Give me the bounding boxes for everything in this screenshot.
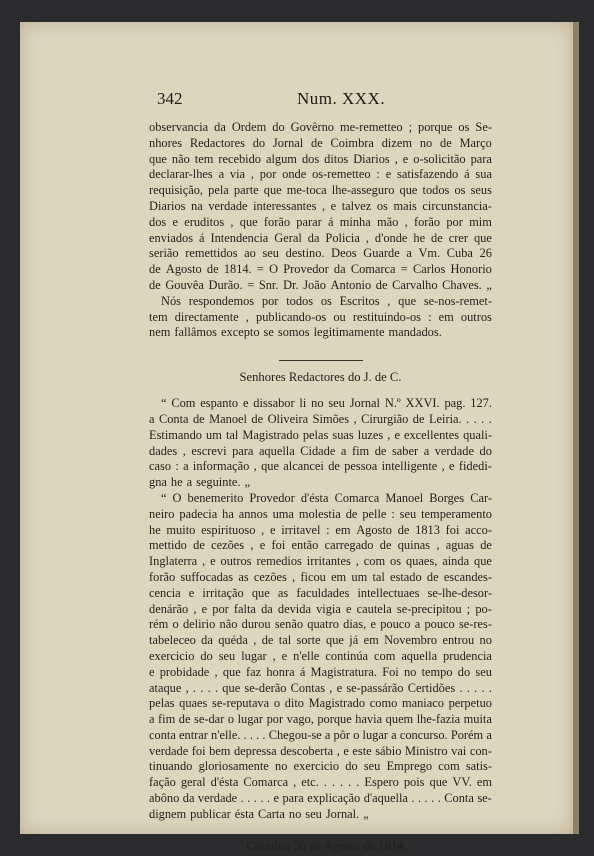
text-line: a fim de se-dar o lugar por vago, porque havia quem lhe-fazia muita: [149, 712, 492, 727]
running-title: Num. XXX.: [297, 89, 386, 108]
letter-text: [149, 396, 492, 823]
text-line: Estimando um tal Magistrado pelas suas luzes , e excellentes quali-: [149, 427, 492, 442]
text-line: he muito espirituoso , e irritavel : em Agosto de 1813 foi acco-: [149, 522, 492, 537]
page-spine-edge: [573, 22, 579, 834]
section-divider: [279, 360, 363, 361]
text-line: gna he a seguinte. „: [149, 475, 250, 490]
text-line: declarar-lhes a via , por onde os-remetteo : e satisfazendo á sua: [149, 167, 492, 182]
intro-paragraphs: [149, 120, 492, 341]
text-line: pelas quaes se-reputava o dito Magistrado como maniaco perpetuo: [149, 696, 492, 711]
letter-heading: Senhores Redactores do J. de C.: [239, 370, 402, 385]
page-header: [157, 89, 397, 113]
dateline: Coimbra 30 de Agosto de 1814.: [246, 838, 407, 853]
text-line: tabeleceo da quéda , de tal sorte que já em Novembro entrou no: [149, 633, 492, 648]
text-line: e probidade , que faz honra á Magistratura. Foi no tempo do seu: [149, 664, 492, 679]
text-line: dignem publicar ésta Carta no seu Jornal. „: [149, 806, 369, 821]
text-line: requisição, pela parte que me-toca lhe-asseguro que todos os seus: [149, 183, 492, 198]
text-line: de Agosto de 1814. = O Provedor da Comarca = Carlos Honorio: [149, 262, 492, 277]
text-line: denárão , e por falta da devida vigia e cautela se-precipitou ; po-: [149, 601, 492, 616]
text-line: tinuando gloriosamente no exercicio do seu Emprego com satis-: [149, 759, 492, 774]
text-line: forão suffocadas as cezões , ficou em um tal estado de escandes-: [149, 569, 492, 584]
text-line: de Gouvêa Durão. = Snr. Dr. João Antonio de Carvalho Chaves. „: [149, 277, 492, 292]
page-number: 342: [157, 89, 183, 108]
text-line: neiro padecia ha annos uma molestia de pelle : seu temperamento: [149, 506, 492, 521]
text-line: nhores Redactores do Jornal de Coimbra dizem no de Março: [149, 135, 492, 150]
text-line: a Conta de Manoel de Oliveira Simões , Cirurgião de Leiria. . . . .: [149, 411, 492, 426]
text-line: “ O benemerito Provedor d'ésta Comarca Manoel Borges Car-: [161, 490, 492, 505]
text-line: cencia e irritação que as faculdades intellectuaes se-lhe-desor-: [149, 585, 492, 600]
text-line: que não tem recebido algum dos ditos Diarios , e o-solicitão para: [149, 151, 492, 166]
text-line: “ Com espanto e dissabor li no seu Jornal N.º XXVI. pag. 127.: [161, 396, 492, 411]
text-line: Inglaterra , e outros remedios irritantes , com os quaes, ainda que: [149, 554, 492, 569]
text-line: Nós respondemos por todos os Escritos , que se-nos-remet-: [161, 293, 492, 308]
text-line: rém o delirio não durou senão quatro dias, e pouco a pouco se-res-: [149, 617, 492, 632]
text-line: enviados á Intendencia Geral da Policia , d'onde he de crer que: [149, 230, 492, 245]
text-line: tem directamente , publicando-os ou restituindo-os : em outros: [149, 309, 492, 324]
text-line: ataque , . . . . que se-derão Contas , e se-passárão Certidões . . . . .: [149, 680, 492, 695]
text-line: nem fallâmos excepto se somos legitimamente mandados.: [149, 325, 442, 340]
text-line: Diarios na verdade interessantes , e talvez os mais circunstancia-: [149, 198, 492, 213]
text-line: abôno da verdade . . . . . e para explicação d'aquella . . . . . Conta se-: [149, 791, 492, 806]
text-line: verdade foi bem depressa descoberta , e este sábio Ministro vai con-: [149, 743, 492, 758]
text-line: conta entrar n'elle. . . . . Chegou-se a pôr o lugar a concurso. Porém a: [149, 727, 492, 742]
text-line: exercicio do seu lugar , e n'elle continúa com aquella prudencia: [149, 648, 492, 663]
text-line: mettido de cezões , e foi então carregado de quinas , aguas de: [149, 538, 492, 553]
text-line: dos e eruditos , que forão parar á minha mão , forão por mim: [149, 214, 492, 229]
page-body: [149, 120, 492, 854]
text-line: caso : a informação , que alcancei de pessoa intelligente , e fidedi-: [149, 459, 492, 474]
text-line: serião remettidos ao seu destino. Deos Guarde a Vm. Cuba 26: [149, 246, 492, 261]
text-line: fação geral d'ésta Comarca , etc. . . . . . Espero pois que VV. em: [149, 775, 492, 790]
text-line: observancia da Ordem do Govêrno me-remetteo ; porque os Se-: [149, 120, 492, 134]
text-line: dades , escrevi para aquella Cidade a fim de saber a verdade do: [149, 443, 492, 458]
